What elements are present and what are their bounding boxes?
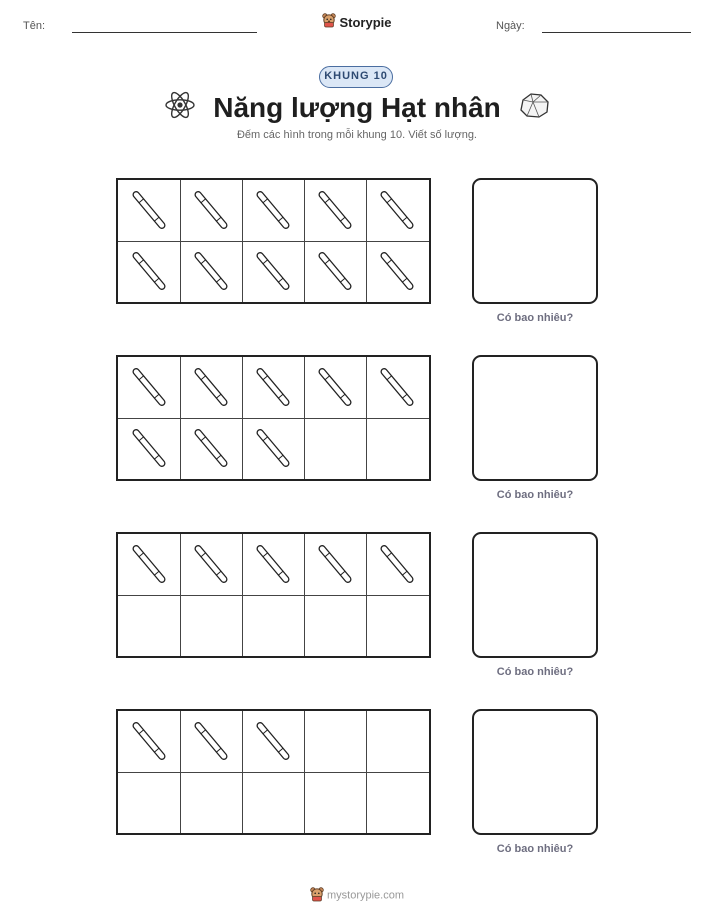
frame-cell: [242, 180, 304, 241]
count-question: Có bao nhiêu?: [496, 843, 574, 855]
ten-frame: [116, 355, 431, 481]
answer-box[interactable]: [472, 178, 598, 304]
frame-cell: [242, 418, 304, 479]
frame-cell: [242, 357, 304, 418]
frame-cell: [180, 534, 242, 595]
frame-cell: [304, 180, 366, 241]
fuel-rod-icon: [315, 539, 355, 594]
footer: [0, 886, 714, 905]
footer-url: mystorypie.com: [326, 889, 405, 902]
frame-cell: [118, 418, 180, 479]
frame-cell: [180, 711, 242, 772]
fuel-rod-icon: [191, 423, 231, 478]
frame-cell: [180, 241, 242, 302]
fuel-rod-icon: [129, 185, 169, 240]
fuel-rod-icon: [191, 716, 231, 771]
ten-frame: [116, 709, 431, 835]
frame-cell: [180, 357, 242, 418]
fuel-rod-icon: [191, 246, 231, 301]
fuel-rod-icon: [129, 539, 169, 594]
fuel-rod-icon: [253, 362, 293, 417]
fuel-rod-icon: [253, 423, 293, 478]
date-field[interactable]: [542, 32, 691, 33]
page-title: Năng lượng Hạt nhân: [213, 91, 501, 123]
fuel-rod-icon: [191, 362, 231, 417]
fuel-rod-icon: [129, 423, 169, 478]
frame-cell: [366, 595, 428, 656]
frame-cell: [180, 180, 242, 241]
frame-cell: [180, 418, 242, 479]
storypie-bear-logo: [322, 12, 336, 33]
frame-cell: [242, 711, 304, 772]
frame-cell: [304, 357, 366, 418]
frame-cell: [242, 241, 304, 302]
answer-box[interactable]: [472, 355, 598, 481]
frame-cell: [366, 241, 428, 302]
frame-cell: [366, 357, 428, 418]
brand-name: Storypie: [339, 15, 392, 30]
frame-cell: [304, 711, 366, 772]
fuel-rod-icon: [191, 539, 231, 594]
frame-cell: [118, 241, 180, 302]
frame-cell: [242, 772, 304, 833]
frame-cell: [366, 711, 428, 772]
count-question: Có bao nhiêu?: [496, 489, 574, 501]
ten-frame: [116, 178, 431, 304]
name-label: Tên:: [23, 20, 46, 32]
count-question: Có bao nhiêu?: [496, 312, 574, 324]
fuel-rod-icon: [191, 185, 231, 240]
answer-box[interactable]: [472, 709, 598, 835]
frame-cell: [366, 180, 428, 241]
frame-cell: [118, 534, 180, 595]
frame-cell: [304, 772, 366, 833]
answer-box[interactable]: [472, 532, 598, 658]
fuel-rod-icon: [253, 716, 293, 771]
fuel-rod-icon: [315, 362, 355, 417]
frame-cell: [242, 595, 304, 656]
fuel-rod-icon: [315, 185, 355, 240]
fuel-rod-icon: [377, 539, 417, 594]
frame-cell: [366, 418, 428, 479]
frame-cell: [304, 595, 366, 656]
rock-icon: [517, 90, 551, 125]
brand: [0, 12, 714, 33]
fuel-rod-icon: [129, 246, 169, 301]
frame-cell: [118, 180, 180, 241]
fuel-rod-icon: [377, 362, 417, 417]
frame-cell: [304, 241, 366, 302]
frame-cell: [118, 595, 180, 656]
frame-cell: [304, 418, 366, 479]
fuel-rod-icon: [315, 246, 355, 301]
instructions: Đếm các hình trong mỗi khung 10. Viết số lượng.: [236, 129, 477, 141]
fuel-rod-icon: [377, 246, 417, 301]
frame-cell: [180, 772, 242, 833]
fuel-rod-icon: [253, 539, 293, 594]
frame-cell: [118, 772, 180, 833]
frame-cell: [242, 534, 304, 595]
frame-cell: [180, 595, 242, 656]
storypie-bear-logo: [310, 886, 324, 905]
frame-cell: [366, 772, 428, 833]
title-row: [0, 88, 714, 128]
topic-badge: KHUNG 10: [319, 66, 393, 88]
frame-cell: [118, 711, 180, 772]
atom-icon: [163, 88, 197, 127]
frame-cell: [366, 534, 428, 595]
fuel-rod-icon: [377, 185, 417, 240]
date-label: Ngày:: [496, 20, 525, 32]
frame-cell: [118, 357, 180, 418]
ten-frame: [116, 532, 431, 658]
fuel-rod-icon: [253, 185, 293, 240]
frame-cell: [304, 534, 366, 595]
fuel-rod-icon: [253, 246, 293, 301]
count-question: Có bao nhiêu?: [496, 666, 574, 678]
fuel-rod-icon: [129, 716, 169, 771]
fuel-rod-icon: [129, 362, 169, 417]
